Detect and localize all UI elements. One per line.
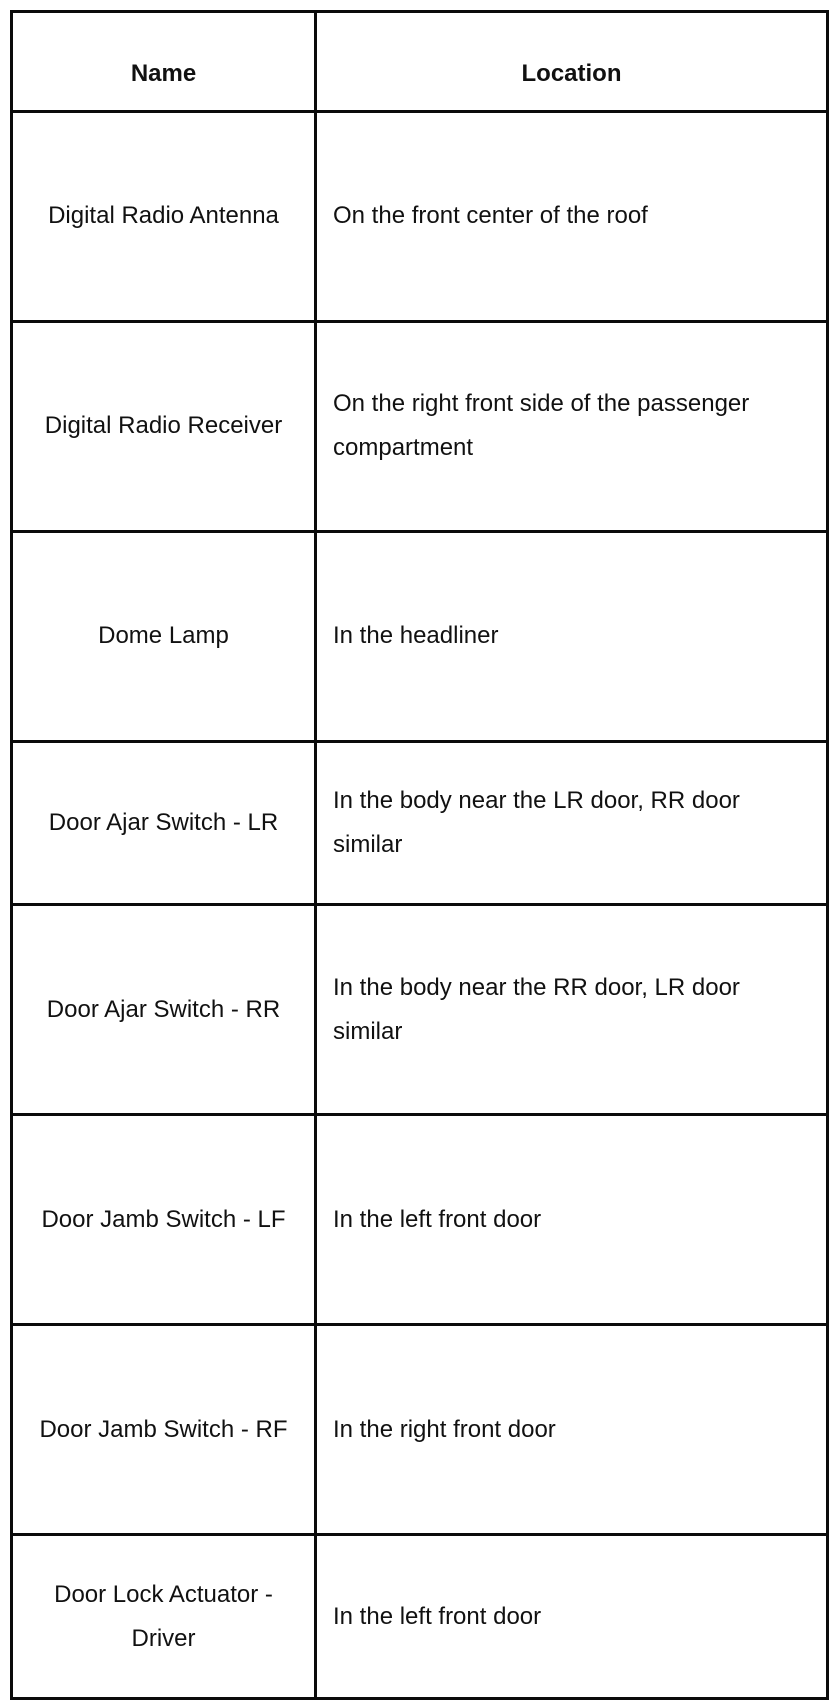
component-location-cell: On the right front side of the passenger compartment bbox=[316, 321, 828, 531]
component-location-cell: On the front center of the roof bbox=[316, 112, 828, 322]
table-row bbox=[12, 905, 828, 1115]
table-row bbox=[12, 531, 828, 741]
column-header-name: Name bbox=[12, 12, 316, 112]
component-name-cell: Dome Lamp bbox=[12, 531, 316, 741]
component-name-cell: Door Jamb Switch - LF bbox=[12, 1115, 316, 1325]
table-row bbox=[12, 1325, 828, 1535]
component-location-cell: In the headliner bbox=[316, 531, 828, 741]
component-name-cell: Door Lock Actuator - Driver bbox=[12, 1535, 316, 1699]
component-name-cell: Door Jamb Switch - RF bbox=[12, 1325, 316, 1535]
component-location-cell: In the body near the RR door, LR door similar bbox=[316, 905, 828, 1115]
component-location-cell: In the right front door bbox=[316, 1325, 828, 1535]
component-location-table bbox=[10, 10, 829, 1700]
component-location-cell: In the left front door bbox=[316, 1115, 828, 1325]
table-header-row bbox=[12, 12, 828, 112]
table-row bbox=[12, 741, 828, 905]
component-location-sheet bbox=[10, 10, 826, 1700]
column-header-location: Location bbox=[316, 12, 828, 112]
component-name-cell: Door Ajar Switch - LR bbox=[12, 741, 316, 905]
component-name-cell: Digital Radio Receiver bbox=[12, 321, 316, 531]
component-name-cell: Door Ajar Switch - RR bbox=[12, 905, 316, 1115]
table-row bbox=[12, 112, 828, 322]
table-row bbox=[12, 321, 828, 531]
component-location-cell: In the left front door bbox=[316, 1535, 828, 1699]
table-row bbox=[12, 1115, 828, 1325]
component-location-cell: In the body near the LR door, RR door similar bbox=[316, 741, 828, 905]
component-name-cell: Digital Radio Antenna bbox=[12, 112, 316, 322]
table-row bbox=[12, 1535, 828, 1699]
